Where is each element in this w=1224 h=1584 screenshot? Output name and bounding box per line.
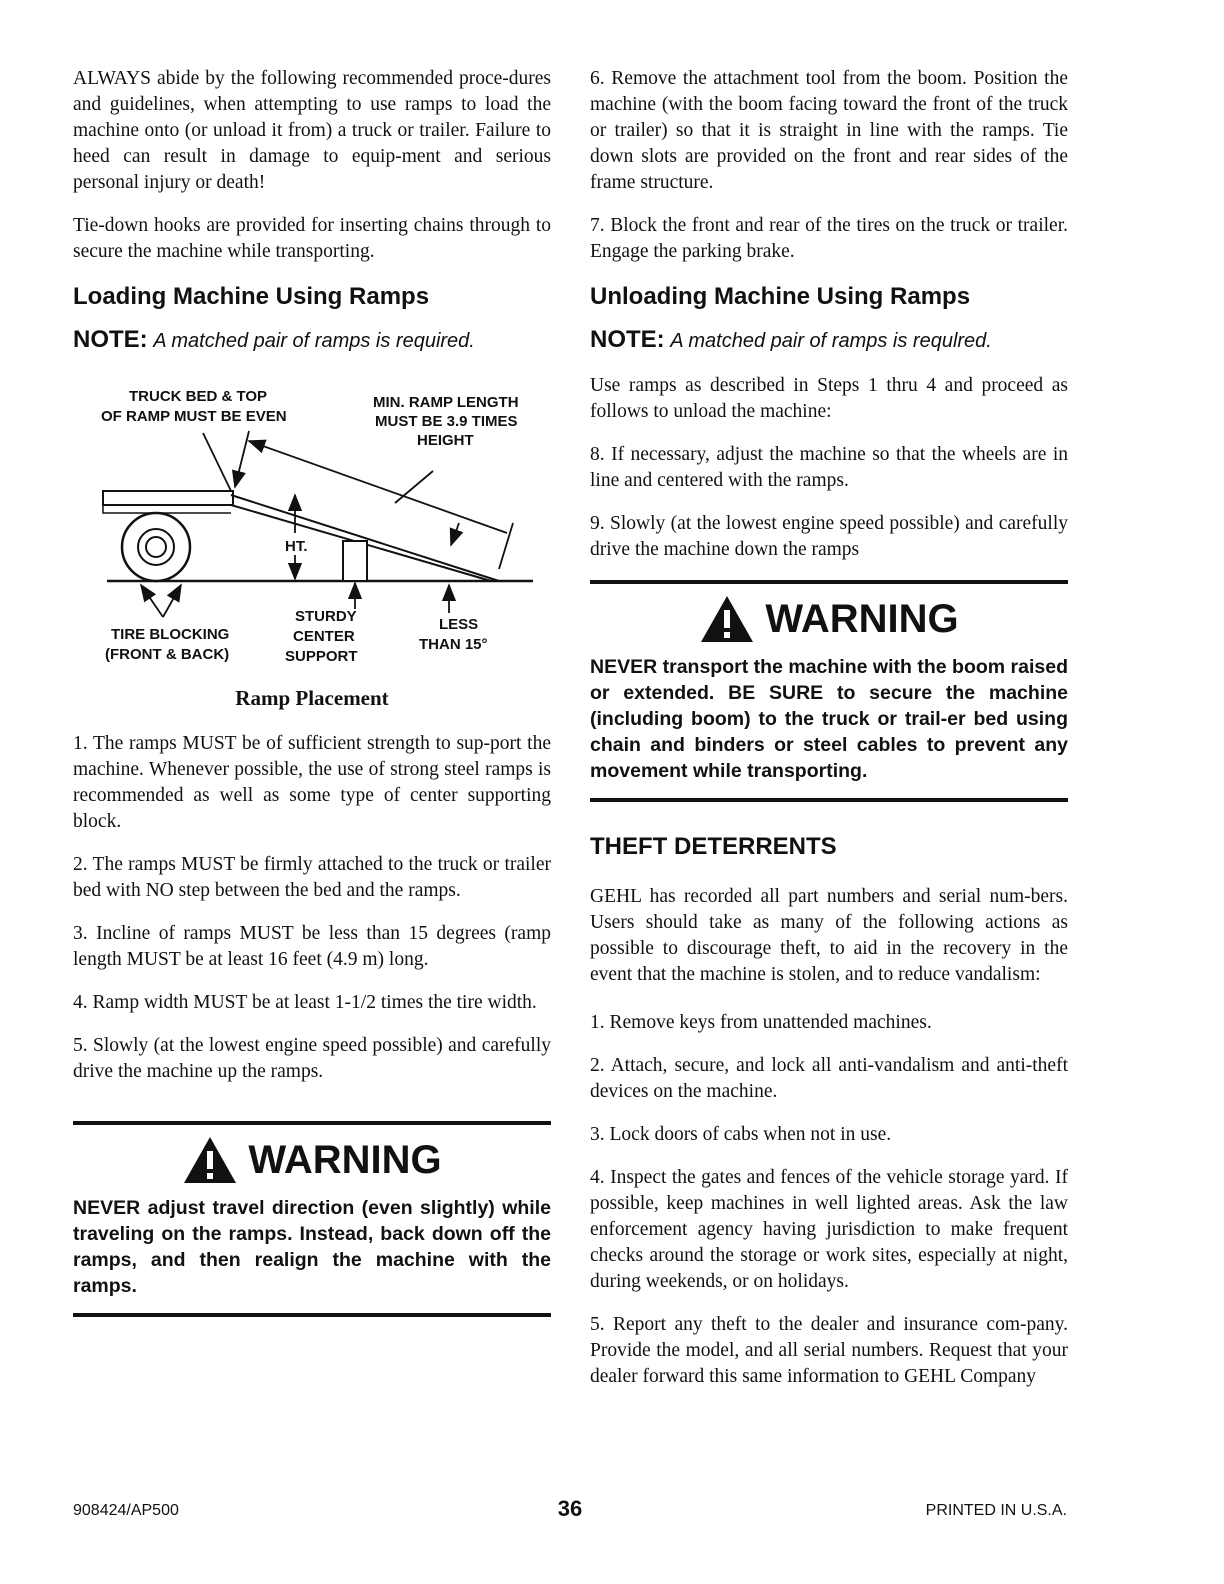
label-truck-bed-2: OF RAMP MUST BE EVEN [101,408,287,425]
label-less-1: LESS [439,616,479,633]
loading-step-5: 5. Slowly (at the lowest engine speed possible) and carefully drive the machine up the ramps. [73,1035,551,1082]
left-column [73,66,551,1337]
unloading-note [590,326,1068,355]
unloading-step-9: 9. Slowly (at the lowest engine speed possible) and carefully drive the machine down the ramps [590,513,1068,560]
loading-heading: Loading Machine Using Ramps [73,283,430,310]
loading-step-2: 2. The ramps MUST be firmly attached to the truck or trailer bed with NO step between the bed and the ramps. [73,854,551,901]
transport-warning-text: NEVER transport the machine with the boom raised or extended. BE SURE to secure the machine (including boom) to the truck or trail-er bed using chain and binders or steel cables to prevent any movement while transporting. [590,656,1068,782]
loading-warning-box [73,1121,551,1317]
theft-step-5: 5. Report any theft to the dealer and insurance com-pany. Provide the model, and all serial numbers. Request that your dealer forward this same information to GEHL Company [590,1314,1068,1387]
label-sturdy-2: CENTER [293,628,355,645]
printed-in: PRINTED IN U.S.A. [925,1502,1067,1519]
loading-note [73,326,551,355]
page-footer [73,1496,1067,1526]
center-support-block [343,541,367,581]
warning-title: WARNING [248,1138,442,1182]
diagram-caption: Ramp Placement [235,686,389,710]
loading-step-6: 6. Remove the attachment tool from the boom. Position the machine (with the boom facing toward the front of the truck or trailer) so that it is straight in line with the ramps. Tie down slots are provided on the front and rear sides of the frame structure. [590,68,1068,193]
label-min-ramp-1: MIN. RAMP LENGTH [373,394,519,411]
theft-step-1: 1. Remove keys from unattended machines. [590,1012,932,1033]
loading-warning-text: NEVER adjust travel direction (even slightly) while traveling on the ramps. Instead, back down off the ramps, and then realign the machine with the ramps. [73,1197,551,1297]
page-number: 36 [557,1496,583,1521]
intro-paragraph: ALWAYS abide by the following recommended proce-dures and guidelines, when attempting to use ramps to load the machine onto (or unload it from) a truck or trailer. Failure to heed can result in damage to equip-ment and serious personal injury or death! [73,68,551,193]
label-min-ramp-2: MUST BE 3.9 TIMES [375,413,518,430]
ramp-placement-diagram [73,373,551,673]
right-column [590,66,1068,1407]
theft-intro: GEHL has recorded all part numbers and serial num-bers. Users should take as many of the following actions as possible to discourage theft, to aid in the recovery in the event that the machine is stolen, and to reduce vandalism: [590,886,1068,985]
label-tire-2: (FRONT & BACK) [105,646,230,663]
label-min-ramp-3: HEIGHT [417,432,474,449]
transport-warning-header [590,594,1068,644]
theft-step-3: 3. Lock doors of cabs when not in use. [590,1124,892,1145]
loading-step-1: 1. The ramps MUST be of sufficient strength to sup-port the machine. Whenever possible, the use of strong steel ramps is recommended as well as some type of center supporting block. [73,733,551,832]
truck-bed-underside [103,505,231,513]
pointer-line-ramp-end [451,523,459,545]
label-sturdy-1: STURDY [295,608,357,625]
note-text: A matched pair of ramps is requlred. [670,330,992,352]
doc-number: 908424/AP500 [73,1502,179,1519]
note-label: NOTE: [590,326,665,353]
theft-step-2: 2. Attach, secure, and lock all anti-vandalism and anti-theft devices on the machine. [590,1055,1068,1102]
loading-step-4: 4. Ramp width MUST be at least 1-1/2 times the tire width. [73,992,537,1013]
theft-heading: THEFT DETERRENTS [590,833,837,860]
note-text: A matched pair of ramps is required. [153,330,475,352]
warning-triangle-icon [699,594,755,644]
unloading-step-8: 8. If necessary, adjust the machine so that the wheels are in line and centered with the ramps. [590,444,1068,491]
pointer-line-truck-bed [203,433,231,491]
transport-warning-box [590,580,1068,802]
pointer-line-ramp-top [235,431,249,487]
tire-block-arrow-right [163,585,181,617]
label-sturdy-3: SUPPORT [285,648,358,665]
warning-title: WARNING [765,597,959,641]
label-ht: HT. [285,538,308,555]
loading-step-7: 7. Block the front and rear of the tires on the truck or trailer. Engage the parking brake. [590,215,1068,262]
label-tire-1: TIRE BLOCKING [111,626,230,643]
angle-arc-mark [499,523,513,569]
note-label: NOTE: [73,326,148,353]
truck-bed [103,491,233,505]
tie-down-paragraph: Tie-down hooks are provided for inserting chains through to secure the machine while transporting. [73,215,551,262]
warning-triangle-icon [182,1135,238,1185]
unloading-heading: Unloading Machine Using Ramps [590,283,971,310]
ramp-diagram-svg [73,373,551,673]
unloading-intro: Use ramps as described in Steps 1 thru 4 and proceed as follows to unload the machine: [590,375,1068,422]
loading-step-3: 3. Incline of ramps MUST be less than 15 degrees (ramp length MUST be at least 16 feet (4.9 m) long. [73,923,551,970]
tire [122,513,190,581]
tire-block-arrow-left [141,585,163,617]
loading-warning-header [73,1135,551,1185]
pointer-line-min-ramp [395,471,433,503]
label-less-2: THAN 15° [419,636,488,653]
label-truck-bed-1: TRUCK BED & TOP [129,388,268,405]
theft-step-4: 4. Inspect the gates and fences of the vehicle storage yard. If possible, keep machines in well lighted areas. Ask the law enforcement agency having jurisdiction to make frequent checks around the storage or work sites, especially at night, during weekends, or on holidays. [590,1167,1068,1292]
ramp-length-arrow [249,441,507,533]
